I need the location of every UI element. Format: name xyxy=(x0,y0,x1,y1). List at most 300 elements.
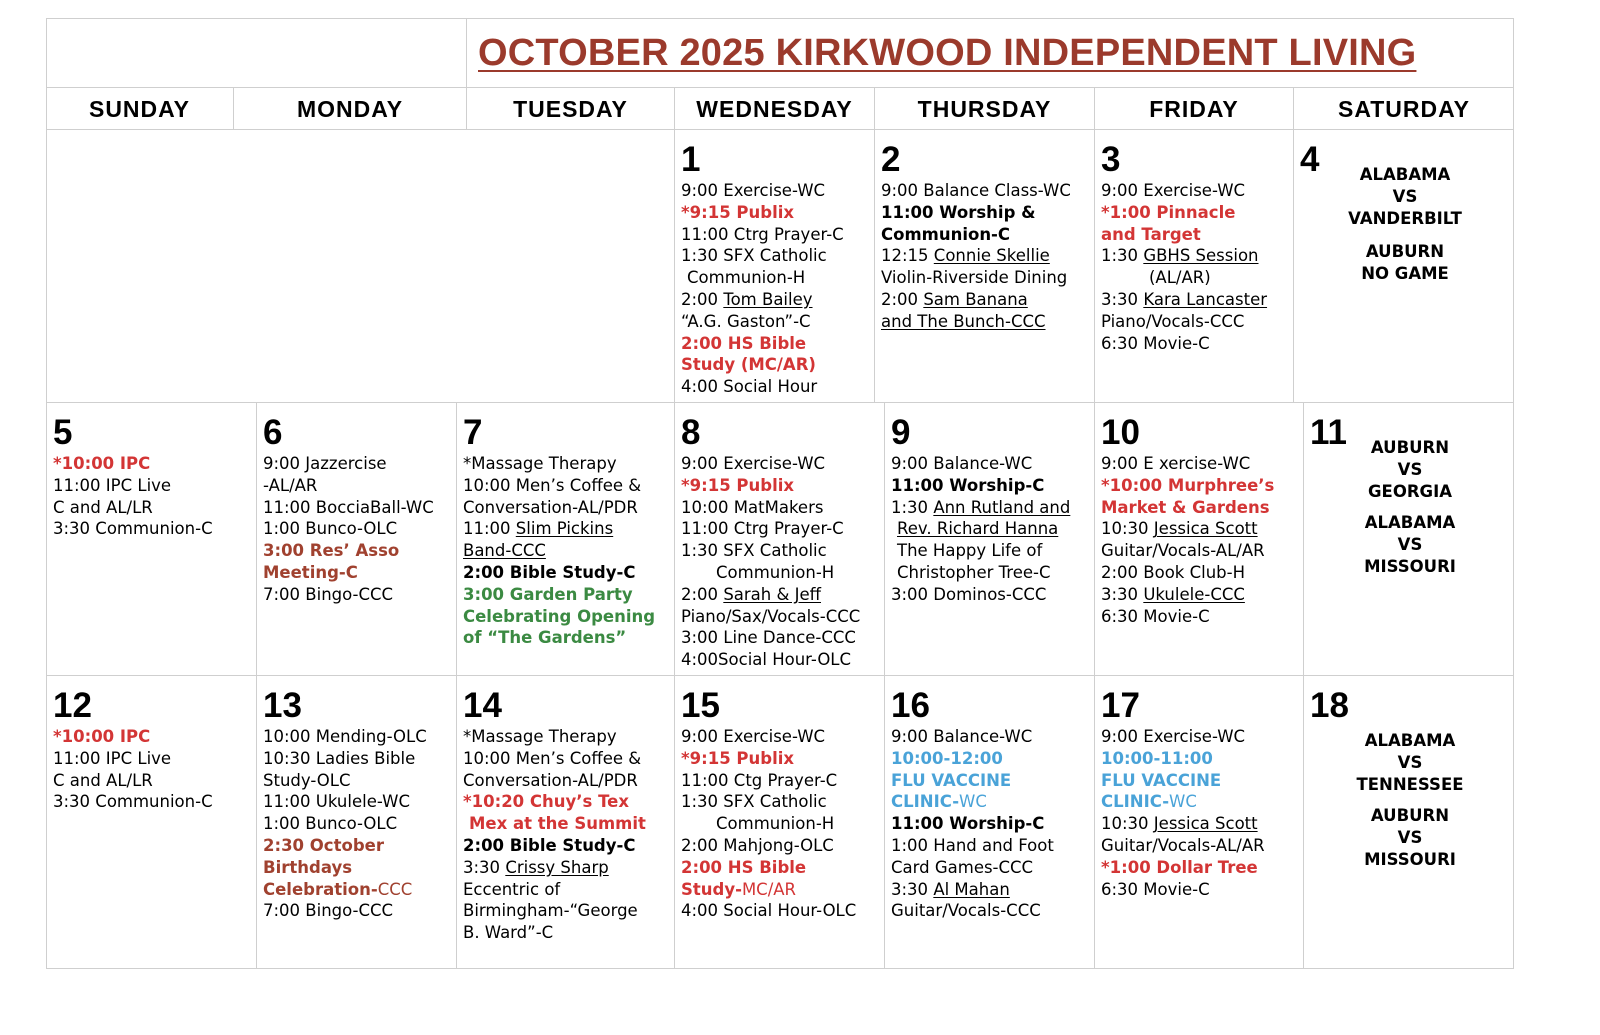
event-line xyxy=(263,497,450,519)
event-text: Market & Gardens xyxy=(1101,497,1270,517)
event-text: CCC xyxy=(377,879,413,899)
event-text: 11:00 Worship-C xyxy=(891,814,1045,834)
event-text: 7:00 Bingo-CCC xyxy=(263,901,394,921)
event-line xyxy=(891,748,1088,770)
event-line xyxy=(891,857,1088,879)
grid-line xyxy=(466,18,467,88)
event-line xyxy=(1101,289,1287,311)
event-text: *9:15 Publix xyxy=(681,475,795,495)
event-line xyxy=(681,333,868,355)
event-line xyxy=(463,791,668,813)
event-text: Guitar/Vocals-CCC xyxy=(891,901,1041,921)
event-text: Al Mahan xyxy=(933,879,1010,899)
calendar-title: OCTOBER 2025 KIRKWOOD INDEPENDENT LIVING xyxy=(478,32,1417,74)
event-text: 9:00 Balance-WC xyxy=(891,727,1033,746)
game-text: AUBURN xyxy=(1370,806,1450,826)
date-number: 3 xyxy=(1101,140,1121,179)
event-line xyxy=(1101,180,1287,202)
event-text: Study-OLC xyxy=(263,770,351,790)
event-text: 1:30 SFX Catholic xyxy=(681,246,827,266)
event-line xyxy=(463,475,668,497)
event-text: 1:30 xyxy=(1101,246,1144,266)
day-header-thursday: THURSDAY xyxy=(917,96,1052,122)
event-text: WC xyxy=(1169,792,1197,812)
event-text: 11:00 Ukulele-WC xyxy=(263,792,410,812)
event-text: 2:30 October xyxy=(263,835,384,855)
event-line xyxy=(263,900,450,922)
event-text: 1:00 Bunco-OLC xyxy=(263,814,398,834)
event-line xyxy=(463,813,668,835)
day-cell-13 xyxy=(257,684,456,922)
event-text: 10:00 Mending-OLC xyxy=(263,727,427,746)
event-text: Communion-H xyxy=(687,268,806,288)
event-line xyxy=(263,770,450,792)
day-cell-7 xyxy=(457,411,674,649)
event-line xyxy=(1101,311,1287,333)
event-line xyxy=(1101,835,1297,857)
date-number: 7 xyxy=(463,413,483,452)
grid-line xyxy=(46,402,1514,403)
event-text: 1:00 Bunco-OLC xyxy=(263,519,398,539)
game-text: VS xyxy=(1397,752,1423,772)
date-number: 4 xyxy=(1300,140,1320,179)
game-matchup xyxy=(1300,164,1510,229)
day-header-saturday: SATURDAY xyxy=(1338,96,1470,122)
event-text: Guitar/Vocals-AL/AR xyxy=(1101,541,1265,561)
event-line xyxy=(891,813,1088,835)
date-number: 10 xyxy=(1101,413,1140,452)
event-text: and The Bunch-CCC xyxy=(881,311,1046,331)
game-matchup xyxy=(1310,730,1510,795)
event-line xyxy=(681,354,868,376)
event-line xyxy=(53,475,250,497)
event-text: 2:00 xyxy=(681,584,724,604)
event-text: 1:00 Hand and Foot xyxy=(891,835,1054,855)
event-line xyxy=(681,453,878,475)
event-text: 1:30 xyxy=(891,497,934,517)
event-line xyxy=(463,497,668,519)
event-line xyxy=(1101,497,1297,519)
event-line xyxy=(681,606,878,628)
event-text: 2:00 xyxy=(881,289,924,309)
event-text: 3:30 Communion-C xyxy=(53,792,213,812)
event-text: *10:00 IPC xyxy=(53,454,151,473)
event-text: B. Ward”-C xyxy=(463,923,554,943)
event-line xyxy=(681,497,878,519)
event-text: 2:00 HS Bible xyxy=(681,333,807,353)
event-line xyxy=(263,562,450,584)
event-text: 11:00 BocciaBall-WC xyxy=(263,497,434,517)
event-text: 9:00 Exercise-WC xyxy=(681,727,826,746)
event-text: Christopher Tree-C xyxy=(897,562,1051,582)
event-text: 11:00 xyxy=(463,519,516,539)
event-text: Band-CCC xyxy=(463,541,546,561)
game-text: VS xyxy=(1397,535,1423,555)
event-line xyxy=(463,453,668,475)
event-line xyxy=(263,475,450,497)
event-line xyxy=(681,289,868,311)
event-line xyxy=(681,584,878,606)
event-line xyxy=(881,311,1088,333)
event-text: Celebrating Opening xyxy=(463,606,656,626)
event-text: 10:00 Men’s Coffee & xyxy=(463,475,642,495)
event-text: Jessica Scott xyxy=(1153,519,1258,539)
game-text: MISSOURI xyxy=(1364,849,1456,869)
date-number: 18 xyxy=(1310,686,1349,725)
day-header-tuesday: TUESDAY xyxy=(513,96,628,122)
event-text: 3:30 xyxy=(1101,584,1144,604)
event-line xyxy=(1101,540,1297,562)
event-line xyxy=(463,584,668,606)
day-cell-15 xyxy=(675,684,884,922)
event-text: 6:30 Movie-C xyxy=(1101,606,1210,626)
date-number: 15 xyxy=(681,686,720,725)
event-line xyxy=(681,857,878,879)
date-number: 11 xyxy=(1310,413,1347,452)
event-line xyxy=(881,289,1088,311)
day-cell-6 xyxy=(257,411,456,606)
game-text: VS xyxy=(1397,459,1423,479)
event-text: FLU VACCINE xyxy=(1101,770,1222,790)
event-line xyxy=(681,649,878,671)
event-text: *Massage Therapy xyxy=(463,727,617,746)
event-text: Piano/Vocals-CCC xyxy=(1101,311,1245,331)
event-line xyxy=(1101,726,1297,748)
event-text: 9:00 Exercise-WC xyxy=(681,181,826,200)
event-text: Communion-H xyxy=(716,562,835,582)
event-line xyxy=(681,267,868,289)
event-line xyxy=(891,562,1088,584)
game-text: VANDERBILT xyxy=(1348,208,1462,228)
game-text: GEORGIA xyxy=(1368,481,1452,501)
event-text: Slim Pickins xyxy=(515,519,614,539)
event-text: 6:30 Movie-C xyxy=(1101,879,1210,899)
day-cell-16 xyxy=(885,684,1094,922)
event-text: C and AL/LR xyxy=(53,770,153,790)
event-line xyxy=(681,748,878,770)
event-line xyxy=(463,857,668,879)
event-line xyxy=(53,748,250,770)
event-text: 10:00-12:00 xyxy=(891,748,1003,768)
date-number: 16 xyxy=(891,686,930,725)
event-text: 4:00 Social Hour xyxy=(681,377,818,397)
event-line xyxy=(681,224,868,246)
event-line xyxy=(463,606,668,628)
event-line xyxy=(53,726,250,748)
event-text: Rev. Richard Hanna xyxy=(897,519,1059,539)
day-cell-5 xyxy=(47,411,256,540)
event-line xyxy=(891,835,1088,857)
event-line xyxy=(881,202,1088,224)
event-line xyxy=(1101,606,1297,628)
event-text: 3:00 Garden Party xyxy=(463,584,633,604)
event-text: Sarah & Jeff xyxy=(723,584,821,604)
event-text: 10:30 xyxy=(1101,814,1154,834)
event-text: *9:15 Publix xyxy=(681,748,795,768)
date-number: 13 xyxy=(263,686,302,725)
event-text: 2:00 Bible Study-C xyxy=(463,562,636,582)
event-text: and Target xyxy=(1101,224,1201,244)
event-line xyxy=(1101,518,1297,540)
event-line xyxy=(53,518,250,540)
event-line xyxy=(891,879,1088,901)
event-line xyxy=(891,497,1088,519)
event-line xyxy=(891,540,1088,562)
event-line xyxy=(1101,202,1287,224)
event-text: of “The Gardens” xyxy=(463,628,627,648)
event-line xyxy=(463,518,668,540)
event-line xyxy=(681,202,868,224)
day-cell-3 xyxy=(1095,138,1293,354)
event-text: Guitar/Vocals-AL/AR xyxy=(1101,835,1265,855)
event-text: FLU VACCINE xyxy=(891,770,1012,790)
event-text: 2:00 Mahjong-OLC xyxy=(681,835,834,855)
event-text: 2:00 xyxy=(681,289,724,309)
event-text: 3:00 Line Dance-CCC xyxy=(681,628,856,648)
event-text: 4:00Social Hour-OLC xyxy=(681,650,852,670)
event-text: 10:00 MatMakers xyxy=(681,497,824,517)
game-text: VS xyxy=(1392,186,1418,206)
event-text: 4:00 Social Hour-OLC xyxy=(681,901,857,921)
event-line xyxy=(881,267,1088,289)
event-text: 3:00 Dominos-CCC xyxy=(891,584,1047,604)
day-cell-9 xyxy=(885,411,1094,606)
event-text: 11:00 Worship-C xyxy=(891,475,1045,495)
event-line xyxy=(681,376,868,398)
event-line xyxy=(891,584,1088,606)
event-text: Communion-H xyxy=(716,814,835,834)
event-text: Piano/Sax/Vocals-CCC xyxy=(681,606,861,626)
event-text: *Massage Therapy xyxy=(463,454,617,473)
date-number: 5 xyxy=(53,413,73,452)
event-text: CLINIC- xyxy=(1101,792,1170,812)
event-line xyxy=(1101,453,1297,475)
event-line xyxy=(891,900,1088,922)
event-line xyxy=(463,748,668,770)
event-text: 2:00 Book Club-H xyxy=(1101,562,1246,582)
date-number: 9 xyxy=(891,413,911,452)
event-text: 11:00 IPC Live xyxy=(53,475,172,495)
day-cell-2 xyxy=(875,138,1094,333)
event-text: 12:15 xyxy=(881,246,934,266)
event-text: 1:30 SFX Catholic xyxy=(681,541,827,561)
event-text: 2:00 Bible Study-C xyxy=(463,835,636,855)
event-text: 9:00 Exercise-WC xyxy=(1101,727,1246,746)
event-text: Conversation-AL/PDR xyxy=(463,497,638,517)
event-line xyxy=(1101,770,1297,792)
event-text: 3:30 xyxy=(1101,289,1144,309)
event-line xyxy=(681,791,878,813)
event-line xyxy=(1101,791,1297,813)
event-text: 2:00 HS Bible xyxy=(681,857,807,877)
event-text: Violin-Riverside Dining xyxy=(881,268,1068,288)
date-number: 12 xyxy=(53,686,92,725)
event-text: Ann Rutland and xyxy=(933,497,1071,517)
event-text: 10:30 xyxy=(1101,519,1154,539)
event-text: 11:00 Ctg Prayer-C xyxy=(681,770,838,790)
event-text: Card Games-CCC xyxy=(891,857,1034,877)
event-line xyxy=(263,453,450,475)
event-line xyxy=(881,180,1088,202)
game-text: TENNESSEE xyxy=(1356,774,1464,794)
event-line xyxy=(891,453,1088,475)
day-cell-1 xyxy=(675,138,874,398)
event-text: MC/AR xyxy=(741,879,797,899)
event-line xyxy=(263,857,450,879)
event-text: 10:30 Ladies Bible xyxy=(263,748,416,768)
event-text: 3:30 xyxy=(891,879,934,899)
grid-line xyxy=(46,675,1514,676)
event-text: GBHS Session xyxy=(1143,246,1259,266)
game-text: VS xyxy=(1397,828,1423,848)
game-text: MISSOURI xyxy=(1364,556,1456,576)
event-text: 9:00 Balance-WC xyxy=(891,454,1033,473)
event-text: Meeting-C xyxy=(263,562,358,582)
event-line xyxy=(681,900,878,922)
event-text: Birthdays xyxy=(263,857,353,877)
event-text: Communion-C xyxy=(881,224,1011,244)
event-line xyxy=(53,791,250,813)
event-text: 3:00 Res’ Asso xyxy=(263,541,400,561)
event-line xyxy=(263,726,450,748)
event-line xyxy=(1101,879,1297,901)
event-text: WC xyxy=(959,792,987,812)
game-matchup xyxy=(1310,805,1510,870)
event-line xyxy=(463,627,668,649)
day-header-wednesday: WEDNESDAY xyxy=(696,96,853,122)
event-text: (AL/AR) xyxy=(1149,268,1211,288)
event-line xyxy=(1101,857,1297,879)
event-line xyxy=(681,540,878,562)
event-text: CLINIC- xyxy=(891,792,960,812)
day-cell-8 xyxy=(675,411,884,671)
event-line xyxy=(263,540,450,562)
event-line xyxy=(881,224,1088,246)
day-cell-17 xyxy=(1095,684,1303,900)
event-text: *10:20 Chuy’s Tex xyxy=(463,792,629,812)
event-line xyxy=(891,726,1088,748)
game-text: NO GAME xyxy=(1361,264,1449,284)
event-line xyxy=(463,922,668,944)
event-line xyxy=(1101,813,1297,835)
event-text: 9:00 Balance Class-WC xyxy=(881,181,1071,200)
event-line xyxy=(891,518,1088,540)
game-text: ALABAMA xyxy=(1364,731,1456,750)
event-text: *10:00 Murphree’s xyxy=(1101,475,1275,495)
event-text: 11:00 Ctrg Prayer-C xyxy=(681,224,844,244)
game-text: ALABAMA xyxy=(1359,165,1451,184)
event-text: 7:00 Bingo-CCC xyxy=(263,584,394,604)
event-line xyxy=(681,245,868,267)
day-header-sunday: SUNDAY xyxy=(88,96,190,122)
event-line xyxy=(463,770,668,792)
event-line xyxy=(681,475,878,497)
day-header-friday: FRIDAY xyxy=(1149,96,1239,122)
event-line xyxy=(53,770,250,792)
event-line xyxy=(681,835,878,857)
event-text: Eccentric of xyxy=(463,879,561,899)
event-line xyxy=(263,584,450,606)
event-line xyxy=(463,900,668,922)
day-header-monday: MONDAY xyxy=(296,96,404,122)
event-line xyxy=(681,627,878,649)
event-line xyxy=(891,475,1088,497)
event-line xyxy=(263,748,450,770)
event-line xyxy=(53,453,250,475)
game-text: AUBURN xyxy=(1365,242,1445,262)
event-text: Sam Banana xyxy=(923,289,1028,309)
event-text: Mex at the Summit xyxy=(469,814,646,834)
date-number: 2 xyxy=(881,140,901,179)
event-line xyxy=(681,562,878,584)
event-line xyxy=(1101,245,1287,267)
game-text: ALABAMA xyxy=(1364,513,1456,533)
event-line xyxy=(1101,584,1297,606)
event-text: 9:00 Exercise-WC xyxy=(1101,181,1246,200)
game-matchup xyxy=(1310,512,1510,577)
event-text: *1:00 Dollar Tree xyxy=(1101,857,1258,877)
event-text: 9:00 Jazzercise xyxy=(263,454,387,473)
date-number: 17 xyxy=(1101,686,1140,725)
event-text: 3:30 xyxy=(463,857,506,877)
day-cell-4 xyxy=(1294,138,1514,285)
event-line xyxy=(681,180,868,202)
event-line xyxy=(681,770,878,792)
game-text: AUBURN xyxy=(1370,438,1450,457)
date-number: 14 xyxy=(463,686,502,725)
event-text: 10:00-11:00 xyxy=(1101,748,1213,768)
event-line xyxy=(463,562,668,584)
event-line xyxy=(263,813,450,835)
event-text: 9:00 Exercise-WC xyxy=(681,454,826,473)
event-line xyxy=(891,770,1088,792)
date-number: 1 xyxy=(681,140,701,179)
game-matchup xyxy=(1300,241,1510,285)
event-line xyxy=(681,311,868,333)
event-text: 1:30 SFX Catholic xyxy=(681,792,827,812)
event-text: 10:00 Men’s Coffee & xyxy=(463,748,642,768)
event-line xyxy=(1101,748,1297,770)
event-text: Tom Bailey xyxy=(723,289,813,309)
day-cell-14 xyxy=(457,684,674,944)
event-line xyxy=(463,726,668,748)
event-line xyxy=(263,835,450,857)
event-text: 11:00 IPC Live xyxy=(53,748,172,768)
event-line xyxy=(263,518,450,540)
event-line xyxy=(681,813,878,835)
event-text: The Happy Life of xyxy=(897,541,1043,561)
event-line xyxy=(53,497,250,519)
event-line xyxy=(463,835,668,857)
event-line xyxy=(681,518,878,540)
event-text: Crissy Sharp xyxy=(505,857,609,877)
day-cell-18 xyxy=(1304,684,1514,871)
event-line xyxy=(881,245,1088,267)
day-cell-11 xyxy=(1304,411,1514,578)
event-text: 6:30 Movie-C xyxy=(1101,333,1210,353)
event-line xyxy=(263,791,450,813)
event-text: “A.G. Gaston”-C xyxy=(681,311,811,331)
event-line xyxy=(463,879,668,901)
event-text: Study (MC/AR) xyxy=(681,355,816,375)
event-text: Birmingham-“George xyxy=(463,901,638,921)
event-text: 11:00 Ctrg Prayer-C xyxy=(681,519,844,539)
event-text: Kara Lancaster xyxy=(1143,289,1268,309)
event-line xyxy=(1101,475,1297,497)
event-line xyxy=(681,726,878,748)
date-number: 6 xyxy=(263,413,283,452)
day-cell-12 xyxy=(47,684,256,813)
